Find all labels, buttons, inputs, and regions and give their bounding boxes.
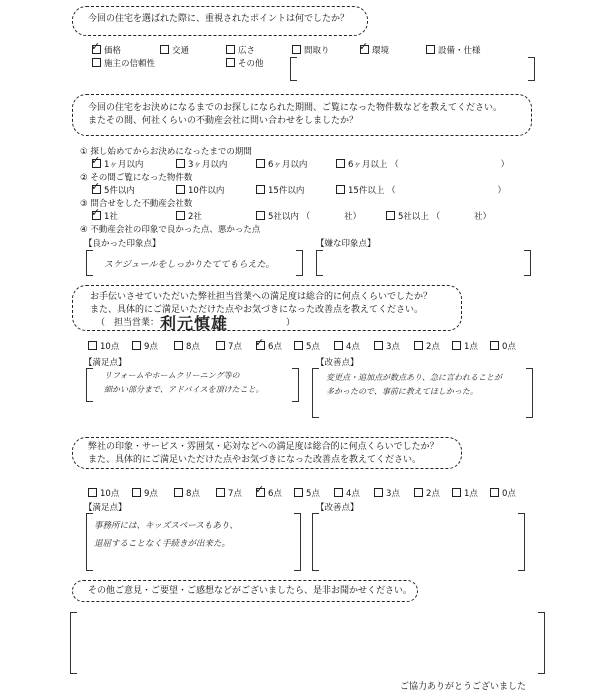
q2-period-3months-label: 3ヶ月以内 <box>188 160 228 170</box>
q1-option-equipment-label: 設備・仕様 <box>438 46 481 56</box>
q4-satisfied-bracket-right <box>294 513 301 571</box>
q3-improve-label: 【改善点】 <box>316 358 359 368</box>
q4-score-1-label: 1点 <box>464 489 478 499</box>
q2-company-over5-label: 5社以上 （ 社） <box>398 212 492 222</box>
q1-option-environment-label: 環境 <box>372 46 390 56</box>
q3-score-3[interactable] <box>374 340 400 352</box>
q3-staff-name[interactable]: 利元慎雄 <box>160 314 229 333</box>
q2-good-answer[interactable]: スケジュールをしっかりたててもらえた。 <box>104 260 275 270</box>
q2-question-line2: またその間、何社くらいの不動産会社に問い合わせをしましたか？ <box>88 116 359 126</box>
q2-period-1month[interactable]: ✓ 1ヶ月以内 <box>91 154 144 170</box>
q4-score-row <box>88 483 528 499</box>
q1-option-other[interactable] <box>226 57 264 69</box>
q2-count-5-label: 5件以内 <box>104 186 135 196</box>
q3-score-8-label: 8点 <box>186 342 200 352</box>
q2-question-line1: 今回の住宅をお決めになるまでのお探しになられた期間、ご覧になった物件数などを教えてください。 <box>88 103 503 113</box>
q4-score-1[interactable] <box>452 487 478 499</box>
q3-score-1-label: 1点 <box>464 342 478 352</box>
q2-period-3months[interactable] <box>176 158 227 170</box>
q3-score-0-label: 0点 <box>502 342 516 352</box>
q2-count-5[interactable]: ✓ 5件以内 <box>91 180 135 196</box>
q3-score-0[interactable] <box>490 340 516 352</box>
q3-score-8[interactable] <box>174 340 200 352</box>
q3-score-7[interactable] <box>216 340 242 352</box>
q2-bad-bracket-left <box>316 250 323 276</box>
q4-improve-label: 【改善点】 <box>316 503 359 513</box>
q1-option-size[interactable] <box>226 44 255 56</box>
q3-satisfied-line2[interactable]: 細かい部分まで、アドバイスを頂けたこと。 <box>104 385 264 394</box>
q4-question-line1: 弊社の印象・サービス・雰囲気・応対などへの満足度は総合的に何点くらいでしたか？ <box>88 442 439 452</box>
q4-score-6[interactable]: ✓ 6点 <box>255 483 282 499</box>
q4-score-8[interactable] <box>174 487 200 499</box>
q1-option-size-label: 広さ <box>238 46 256 56</box>
q4-score-2[interactable] <box>414 487 440 499</box>
q4-score-0-label: 0点 <box>502 489 516 499</box>
q4-score-9-label: 9点 <box>144 489 158 499</box>
q4-score-5[interactable] <box>294 487 320 499</box>
q2-count-15-label: 15件以内 <box>268 186 305 196</box>
q3-improve-line2[interactable]: 多かったので、事前に教えてほしかった。 <box>326 387 478 396</box>
q1-option-other-label: その他 <box>238 59 264 69</box>
q4-score-4[interactable] <box>334 487 360 499</box>
q2-period-label: ① 探し始めてからお決めになったまでの期間 <box>80 147 252 157</box>
q2-company-label: ③ 問合せをした不動産会社数 <box>80 199 193 209</box>
q4-score-10[interactable] <box>88 487 119 499</box>
q4-score-6-label: 6点 <box>268 489 282 499</box>
q2-good-bracket-left <box>86 250 93 276</box>
q3-satisfied-bracket-left <box>86 368 93 402</box>
footer-thanks: ご協力ありがとうございました <box>400 682 527 692</box>
q2-good-label: 【良かった印象点】 <box>84 239 161 249</box>
q3-score-2-label: 2点 <box>426 342 440 352</box>
q2-impression-label: ④ 不動産会社の印象で良かった点、悪かった点 <box>80 225 261 235</box>
q2-count-over15[interactable] <box>336 184 506 196</box>
q3-score-9-label: 9点 <box>144 342 158 352</box>
q2-good-bracket-right <box>296 250 303 276</box>
q3-satisfied-bracket-right <box>292 368 299 402</box>
q4-score-5-label: 5点 <box>306 489 320 499</box>
q1-option-access[interactable] <box>160 44 189 56</box>
q2-count-10[interactable] <box>176 184 224 196</box>
q2-count-over15-label: 15件以上 （ ） <box>348 186 507 196</box>
q1-option-layout[interactable] <box>292 44 330 56</box>
q4-improve-bracket-left <box>312 513 319 571</box>
q2-period-6months[interactable] <box>256 158 307 170</box>
q4-question-line2: また、具体的にご満足いただけた点やお気づきになった改善点を教えてください。 <box>88 455 422 465</box>
q4-satisfied-line1[interactable]: 事務所には、キッズスペースもあり、 <box>94 521 238 531</box>
q2-period-1month-label: 1ヶ月以内 <box>104 160 144 170</box>
q4-score-2-label: 2点 <box>426 489 440 499</box>
q2-period-over6[interactable] <box>336 158 509 170</box>
q3-question-line2: また、具体的にご満足いただけた点やお気づきになった改善点を教えてください。 <box>90 305 424 315</box>
q3-score-5[interactable] <box>294 340 320 352</box>
q2-count-15[interactable] <box>256 184 304 196</box>
q2-count-label: ② その間ご覧になった物件数 <box>80 173 193 183</box>
q3-satisfied-line1[interactable]: リフォームやホームクリーニング等の <box>104 371 240 380</box>
q3-question-line1: お手伝いさせていただいた弊社担当営業への満足度は総合的に何点くらいでしたか？ <box>90 292 433 302</box>
q4-score-7[interactable] <box>216 487 242 499</box>
q4-score-3-label: 3点 <box>386 489 400 499</box>
q3-score-10-label: 10点 <box>100 342 120 352</box>
q3-staff-label: （ 担当営業： <box>96 318 160 328</box>
q3-score-9[interactable] <box>132 340 158 352</box>
q3-improve-bracket-left <box>312 368 319 418</box>
q3-score-4-label: 4点 <box>346 342 360 352</box>
q3-score-row <box>88 336 528 352</box>
q3-score-6[interactable]: ✓ 6点 <box>255 336 282 352</box>
q1-option-trust[interactable] <box>92 57 155 69</box>
q1-option-price[interactable]: ✓ 価格 <box>91 40 122 56</box>
q3-score-7-label: 7点 <box>228 342 242 352</box>
q2-company-5-label: 5社以内 （ 社） <box>268 212 362 222</box>
q1-option-price-label: 価格 <box>104 46 122 56</box>
q3-satisfied-label: 【満足点】 <box>84 358 127 368</box>
q1-option-layout-label: 間取り <box>304 46 330 56</box>
q4-score-3[interactable] <box>374 487 400 499</box>
q5-answer-bracket-left <box>70 612 77 674</box>
q3-score-5-label: 5点 <box>306 342 320 352</box>
q5-question: その他ご意見・ご要望・ご感想などがございましたら、是非お聞かせください。 <box>88 586 413 596</box>
q4-score-0[interactable] <box>490 487 516 499</box>
q2-count-10-label: 10件以内 <box>188 186 225 196</box>
q1-option-trust-label: 施主の信頼性 <box>104 59 156 69</box>
q2-company-over5[interactable] <box>386 210 491 222</box>
q2-bad-label: 【嫌な印象点】 <box>316 239 376 249</box>
q2-company-5[interactable] <box>256 210 361 222</box>
q4-score-8-label: 8点 <box>186 489 200 499</box>
q1-option-environment[interactable]: ✓ 環境 <box>359 40 390 56</box>
q4-satisfied-line2[interactable]: 退屈することなく手続きが出来た。 <box>94 539 231 549</box>
q2-bad-bracket-right <box>524 250 531 276</box>
q1-question: 今回の住宅を選ばれた際に、重視されたポイントは何でしたか？ <box>88 14 350 24</box>
q4-satisfied-label: 【満足点】 <box>84 503 127 513</box>
q3-score-6-label: 6点 <box>268 342 282 352</box>
q4-score-4-label: 4点 <box>346 489 360 499</box>
q3-improve-line1[interactable]: 変更点・追加点が数点あり、急に言われることが <box>326 373 502 382</box>
q2-company-1[interactable]: ✓ 1社 <box>91 206 118 222</box>
q1-other-bracket-right <box>528 57 535 81</box>
q2-company-2[interactable] <box>176 210 202 222</box>
q3-staff-close: ） <box>286 318 296 328</box>
q3-score-4[interactable] <box>334 340 360 352</box>
q2-period-6months-label: 6ヶ月以内 <box>268 160 308 170</box>
q2-company-1-label: 1社 <box>104 212 118 222</box>
q4-score-10-label: 10点 <box>100 489 120 499</box>
q3-improve-bracket-right <box>526 368 533 418</box>
q5-answer-bracket-right <box>538 612 545 674</box>
q1-option-equipment[interactable] <box>426 44 481 56</box>
q4-score-7-label: 7点 <box>228 489 242 499</box>
q3-score-10[interactable] <box>88 340 119 352</box>
q1-other-bracket-left <box>290 57 297 81</box>
q3-score-2[interactable] <box>414 340 440 352</box>
q3-score-1[interactable] <box>452 340 478 352</box>
q1-option-access-label: 交通 <box>172 46 190 56</box>
q2-period-over6-label: 6ヶ月以上 （ ） <box>348 160 510 170</box>
q2-company-2-label: 2社 <box>188 212 202 222</box>
q4-improve-bracket-right <box>518 513 525 571</box>
q4-satisfied-bracket-left <box>86 513 93 571</box>
q3-score-3-label: 3点 <box>386 342 400 352</box>
q4-score-9[interactable] <box>132 487 158 499</box>
